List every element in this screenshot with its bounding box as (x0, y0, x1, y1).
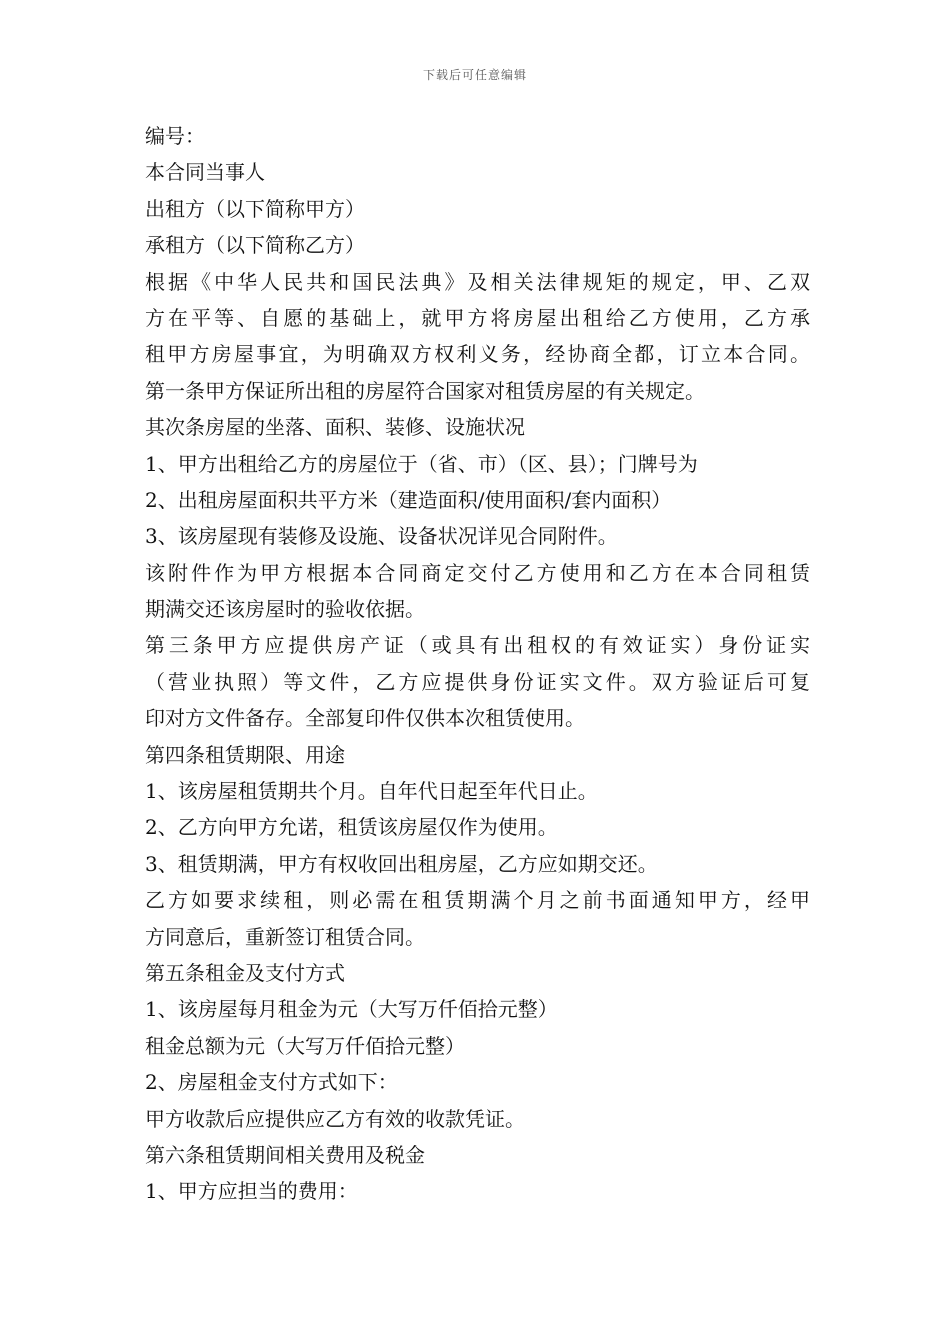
page-header: 下载后可任意编辑 (422, 68, 527, 82)
text-line: 2、出租房屋面积共平方米（建造面积/使用面积/套内面积） (145, 487, 672, 512)
text-line: 1、该房屋租赁期共个月。自年代日起至年代日止。 (145, 779, 598, 804)
text-line: 期满交还该房屋时的验收依据。 (145, 597, 425, 622)
text-line: 第三条甲方应提供房产证（或具有出租权的有效证实）身份证实 (145, 633, 810, 658)
text-line: 该附件作为甲方根据本合同商定交付乙方使用和乙方在本合同租赁 (145, 560, 810, 585)
document-body (145, 118, 810, 1210)
text-line: 印对方文件备存。全部复印件仅供本次租赁使用。 (145, 706, 585, 731)
text-line: 其次条房屋的坐落、面积、装修、设施状况 (145, 415, 525, 440)
text-line: 出租方（以下简称甲方） (145, 196, 365, 221)
text-line: 1、甲方出租给乙方的房屋位于（省、市）（区、县）；门牌号为 (145, 451, 698, 476)
text-line: 1、甲方应担当的费用： (145, 1179, 358, 1204)
text-line: 租甲方房屋事宜，为明确双方权利义务，经协商全都，订立本合同。 (145, 342, 810, 367)
text-line: 3、租赁期满，甲方有权收回出租房屋，乙方应如期交还。 (145, 851, 658, 876)
text-line: 乙方如要求续租，则必需在租赁期满个月之前书面通知甲方，经甲 (145, 888, 810, 913)
text-line: 根据《中华人民共和国民法典》及相关法律规矩的规定，甲、乙双 (145, 269, 810, 294)
text-line: 3、该房屋现有装修及设施、设备状况详见合同附件。 (145, 524, 618, 549)
text-line: 方在平等、自愿的基础上，就甲方将房屋出租给乙方使用，乙方承 (145, 305, 810, 330)
text-line: 编号： (145, 124, 205, 148)
text-line: 第四条租赁期限、用途 (145, 742, 345, 767)
text-line: 2、房屋租金支付方式如下： (145, 1070, 398, 1095)
text-line: 承租方（以下简称乙方） (145, 233, 365, 258)
text-line: 本合同当事人 (145, 160, 265, 185)
text-line: 第一条甲方保证所出租的房屋符合国家对租赁房屋的有关规定。 (145, 378, 705, 403)
text-line: （营业执照）等文件，乙方应提供身份证实文件。双方验证后可复 (145, 669, 810, 694)
text-line: 2、乙方向甲方允诺，租赁该房屋仅作为使用。 (145, 815, 558, 840)
text-line: 第六条租赁期间相关费用及税金 (145, 1142, 425, 1167)
text-line: 第五条租金及支付方式 (145, 960, 345, 985)
text-line: 方同意后，重新签订租赁合同。 (145, 924, 425, 949)
text-line: 租金总额为元（大写万仟佰拾元整） (145, 1033, 465, 1058)
text-line: 1、该房屋每月租金为元（大写万仟佰拾元整） (145, 997, 558, 1022)
text-line: 甲方收款后应提供应乙方有效的收款凭证。 (145, 1106, 525, 1131)
